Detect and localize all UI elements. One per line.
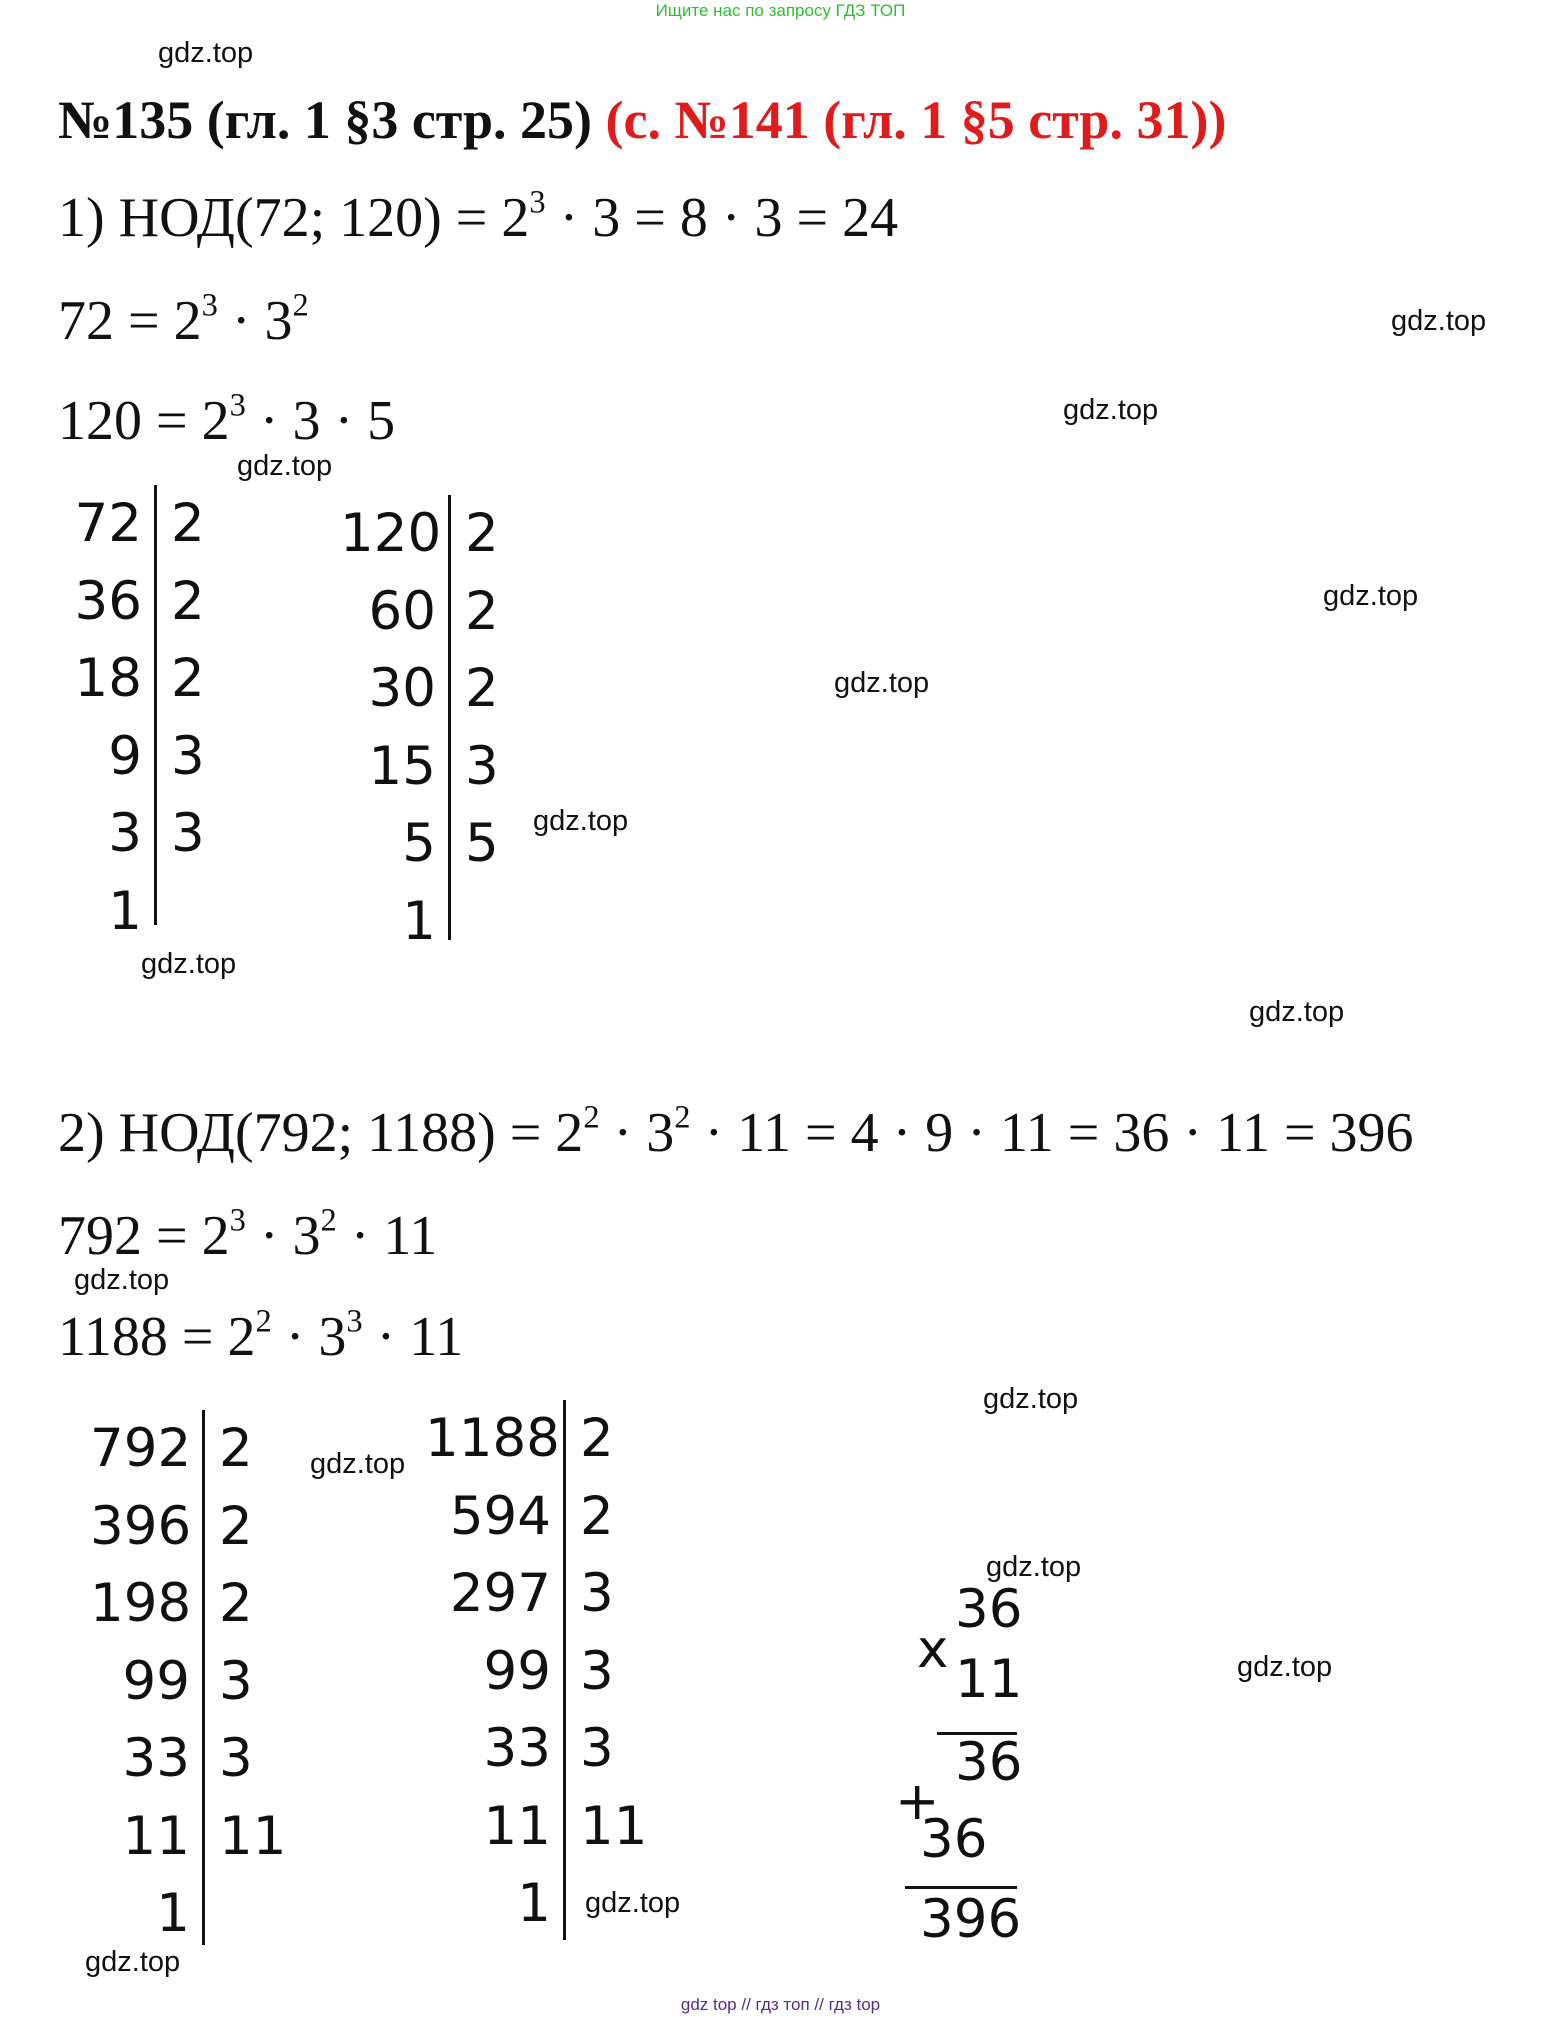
divisor: 3 — [465, 735, 499, 797]
factor-divider-line — [202, 1410, 205, 1945]
divisor: 2 — [171, 648, 205, 709]
p2l1-e2: 2 — [320, 1202, 337, 1239]
dividend: 297 — [449, 1563, 551, 1624]
watermark: gdz.top — [1391, 305, 1487, 337]
divisor: 2 — [465, 658, 499, 719]
part1-gcd-line — [58, 185, 898, 251]
part1-factor-72 — [58, 288, 309, 354]
p2l2-e2: 3 — [346, 1303, 363, 1340]
title-ref: (с. №141 (гл. 1 §5 стр. 31)) — [605, 90, 1227, 150]
mult-result: 396 — [920, 1889, 1022, 1950]
p1l1-b: · 3 — [217, 290, 293, 352]
p2l2-a: 1188 = 2 — [58, 1306, 256, 1368]
divisor: 2 — [465, 580, 499, 642]
footer-separator: // — [741, 1995, 751, 2014]
watermark: gdz.top — [1323, 580, 1419, 612]
divisor: 2 — [219, 1495, 253, 1557]
dividend: 15 — [368, 735, 436, 797]
part2-gcd-line — [58, 1100, 1414, 1166]
footer-separator: // — [814, 1995, 824, 2014]
p2l1-b: · 3 — [245, 1205, 321, 1267]
footer-links — [0, 1993, 1561, 2017]
watermark: gdz.top — [983, 1383, 1079, 1415]
divisor: 3 — [580, 1640, 614, 1702]
dividend: 11 — [483, 1795, 551, 1857]
dividend: 11 — [122, 1805, 190, 1867]
dividend: 9 — [108, 725, 142, 787]
divisor: 11 — [580, 1795, 648, 1857]
mult-plus: + — [895, 1771, 940, 1832]
p2h-e2: 2 — [674, 1099, 691, 1136]
factor-divider-line — [563, 1400, 566, 1940]
dividend: 1 — [402, 890, 436, 952]
p2l2-b: · 3 — [271, 1306, 347, 1368]
p1l1-e1: 3 — [201, 287, 218, 324]
dividend: 1188 — [425, 1408, 560, 1469]
mult-partial-1: 36 — [955, 1732, 1023, 1793]
divisor: 3 — [580, 1563, 614, 1624]
dividend: 3 — [108, 803, 142, 864]
dividend: 198 — [90, 1573, 192, 1634]
p2l1-e1: 3 — [229, 1202, 246, 1239]
p1l2-a: 120 = 2 — [58, 390, 230, 452]
divisor: 3 — [171, 725, 205, 787]
top-banner-text: Ищите нас по запросу ГДЗ ТОП — [655, 1, 906, 20]
divisor: 2 — [465, 503, 499, 564]
watermark: gdz.top — [141, 948, 237, 980]
divisor: 11 — [219, 1805, 287, 1867]
dividend: 72 — [74, 493, 142, 554]
watermark: gdz.top — [834, 667, 930, 699]
dividend: 33 — [122, 1728, 190, 1789]
watermark: gdz.top — [74, 1264, 170, 1296]
dividend: 60 — [368, 580, 436, 642]
column-multiplication — [895, 1580, 1035, 1960]
watermark: gdz.top — [1063, 394, 1159, 426]
divisor: 2 — [219, 1573, 253, 1634]
divisor: 2 — [580, 1408, 614, 1469]
divisor: 2 — [219, 1418, 253, 1479]
watermark: gdz.top — [237, 450, 333, 482]
watermark: gdz.top — [158, 37, 254, 69]
dividend: 99 — [483, 1640, 551, 1702]
divisor: 2 — [580, 1485, 614, 1547]
footer-link[interactable]: гдз топ — [755, 1995, 810, 2014]
dividend: 99 — [122, 1650, 190, 1712]
dividend: 33 — [483, 1718, 551, 1779]
watermark: gdz.top — [585, 1887, 681, 1919]
mult-partial-2: 36 — [920, 1809, 988, 1870]
divisor: 3 — [219, 1650, 253, 1712]
watermark: gdz.top — [310, 1448, 406, 1480]
watermark: gdz.top — [85, 1946, 181, 1978]
dividend: 36 — [74, 570, 142, 632]
mult-operator: x — [917, 1619, 949, 1680]
part2-factor-792 — [58, 1203, 437, 1269]
dividend: 792 — [90, 1418, 192, 1479]
p1l1-e2: 2 — [292, 287, 309, 324]
p2h-a: 2) НОД(792; 1188) = 2 — [58, 1102, 584, 1164]
dividend: 396 — [90, 1495, 192, 1557]
dividend: 1 — [108, 880, 142, 942]
dividend: 5 — [402, 813, 436, 874]
p1l1-a: 72 = 2 — [58, 290, 202, 352]
divisor: 3 — [171, 803, 205, 864]
p2l1-a: 792 = 2 — [58, 1205, 230, 1267]
dividend: 1 — [517, 1873, 551, 1934]
p2h-e1: 2 — [583, 1099, 600, 1136]
footer-link[interactable]: gdz top — [680, 1995, 737, 2014]
top-banner — [0, 0, 1561, 22]
divisor: 2 — [171, 493, 205, 554]
p2l1-c: · 11 — [336, 1205, 438, 1267]
divisor: 5 — [465, 813, 499, 874]
p2h-c: · 11 = 4 · 9 · 11 = 36 · 11 = 396 — [690, 1102, 1414, 1164]
dividend: 30 — [368, 658, 436, 719]
p1l2-e1: 3 — [229, 387, 246, 424]
watermark: gdz.top — [533, 805, 629, 837]
p1l2-b: · 3 · 5 — [245, 390, 396, 452]
part1-head: 1) НОД(72; 120) = 2 — [58, 187, 530, 249]
mult-factor-b: 11 — [955, 1649, 1023, 1710]
factor-divider-line — [448, 495, 451, 940]
part1-head-exp: 3 — [529, 184, 546, 221]
p2l2-e1: 2 — [255, 1303, 272, 1340]
factor-divider-line — [154, 485, 157, 925]
watermark: gdz.top — [1249, 996, 1345, 1028]
page-title — [58, 88, 1226, 152]
p2l2-c: · 11 — [362, 1306, 464, 1368]
part2-factor-1188 — [58, 1304, 463, 1370]
divisor: 3 — [219, 1728, 253, 1789]
part1-factor-120 — [58, 388, 395, 454]
watermark: gdz.top — [1237, 1651, 1333, 1683]
title-main: №135 (гл. 1 §3 стр. 25) — [58, 90, 592, 150]
dividend: 120 — [340, 503, 442, 564]
p2h-b: · 3 — [599, 1102, 675, 1164]
part1-head-tail: · 3 = 8 · 3 = 24 — [545, 187, 899, 249]
dividend: 18 — [74, 648, 142, 709]
divisor: 2 — [171, 570, 205, 632]
watermark: gdz.top — [986, 1551, 1082, 1583]
divisor: 3 — [580, 1718, 614, 1779]
dividend: 594 — [449, 1485, 551, 1547]
dividend: 1 — [156, 1883, 190, 1944]
mult-factor-a: 36 — [955, 1579, 1023, 1640]
footer-link[interactable]: гдз top — [828, 1995, 881, 2014]
